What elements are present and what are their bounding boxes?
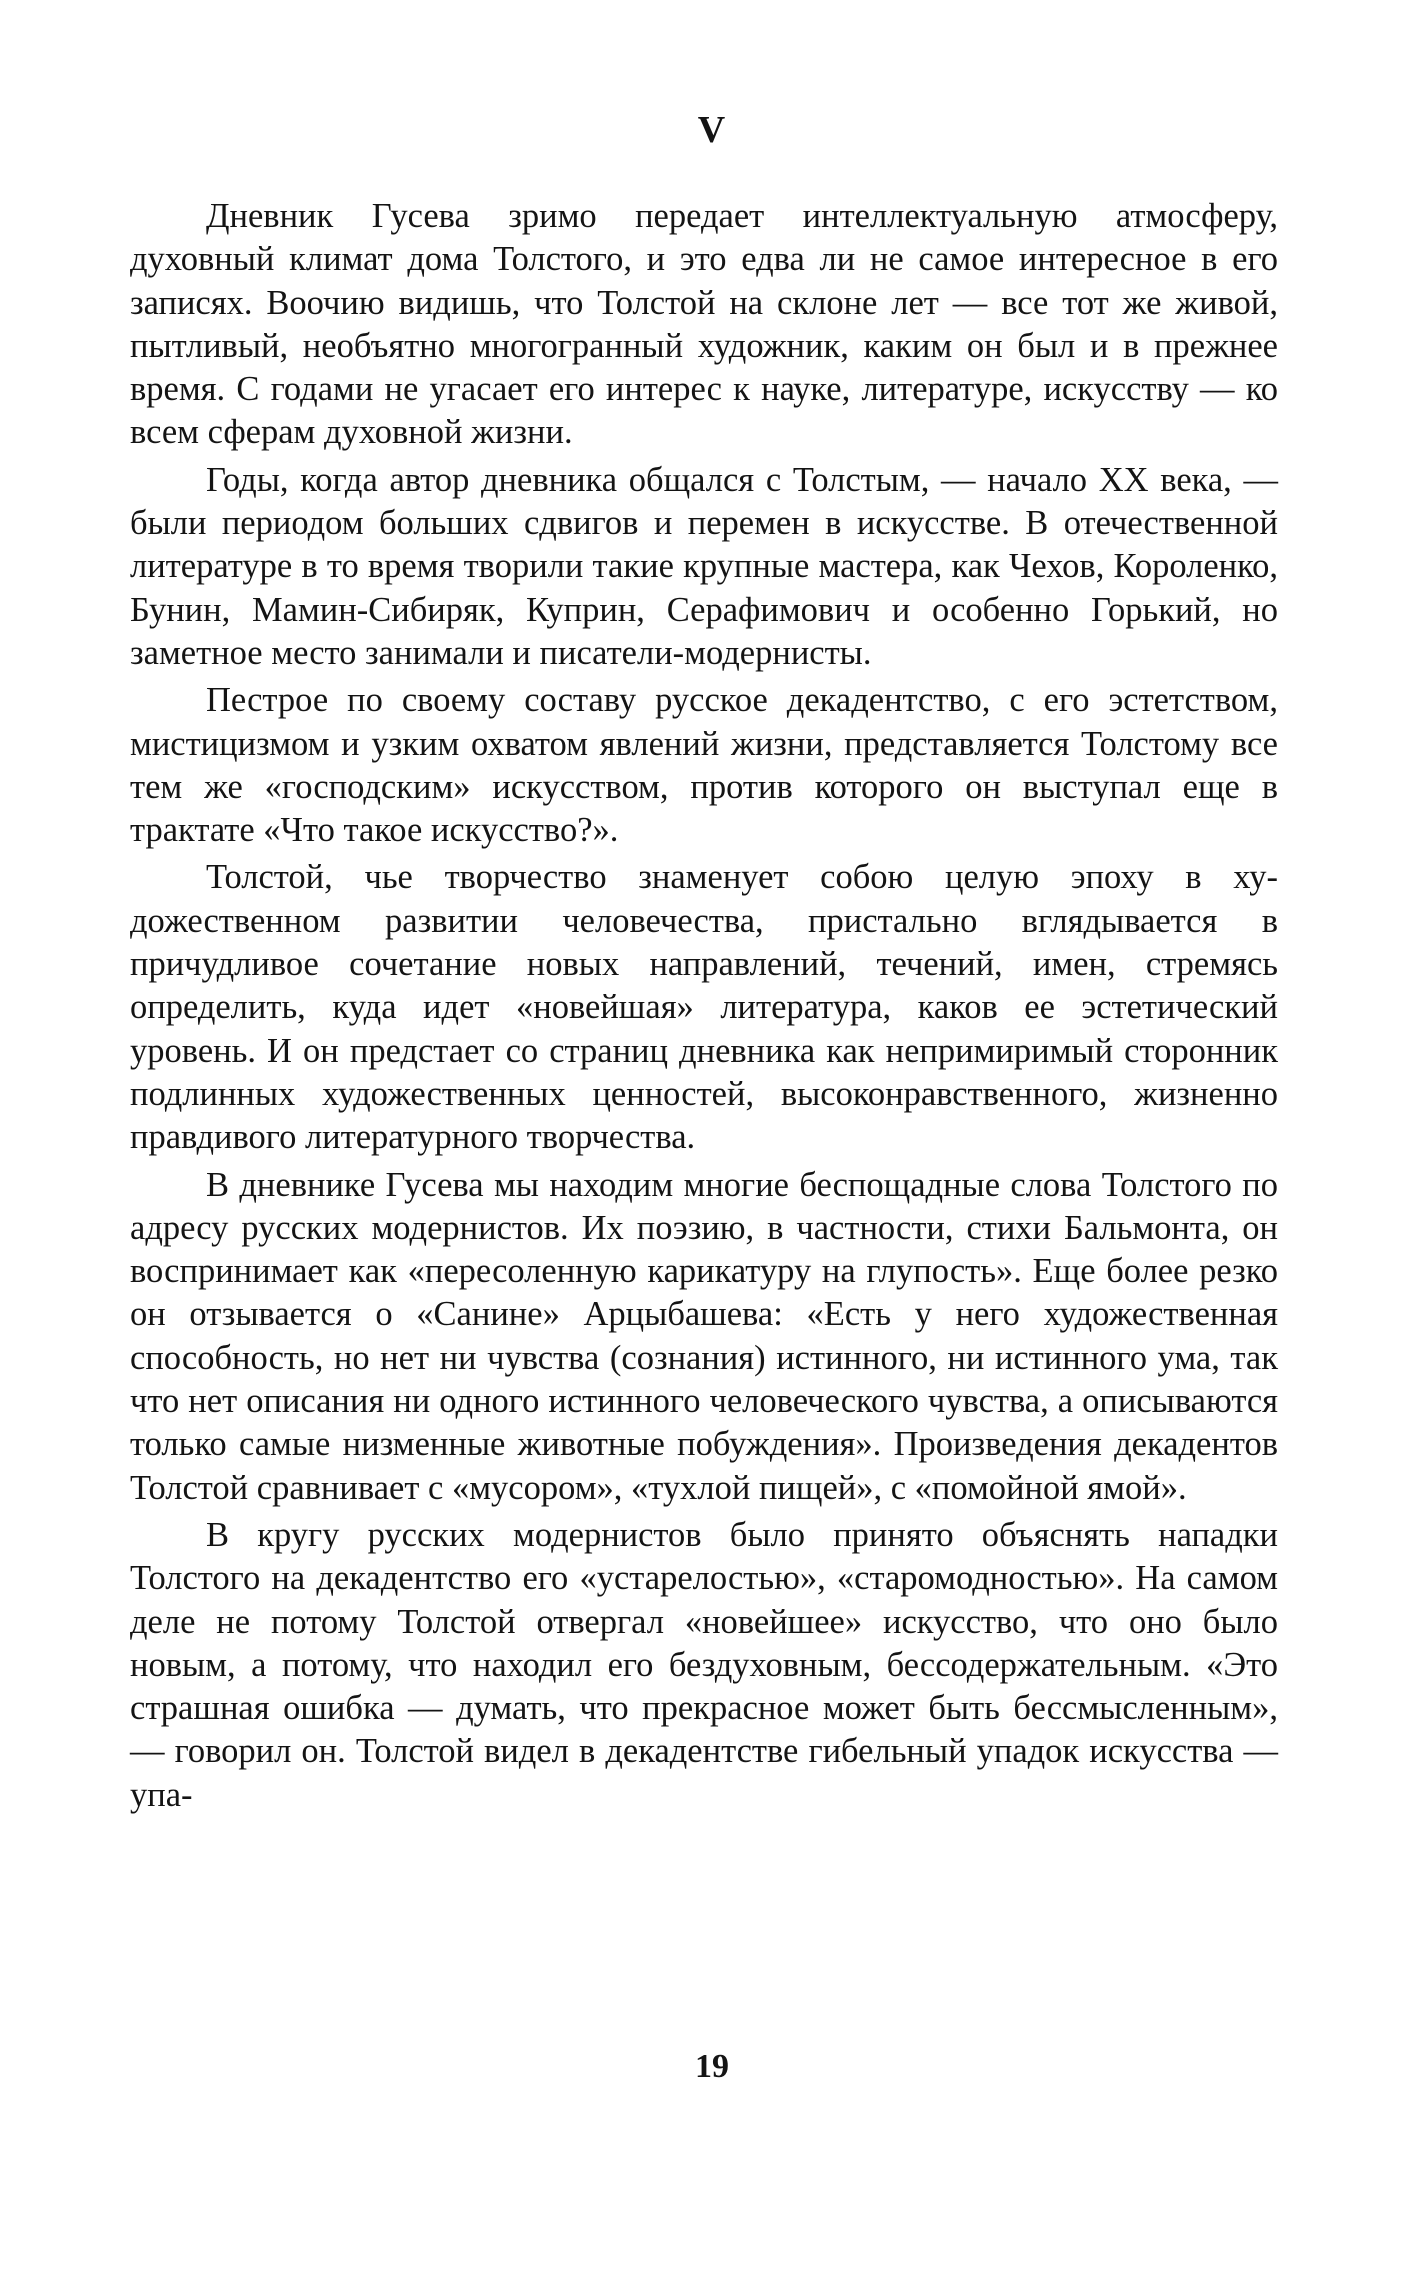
paragraph-3: Пестрое по своему составу русское декадентство, с его эстетством, мистицизмом и узким охватом явлений жизни, представляется Толстому все тем же «господским» искусством, против которого он выступал еще в трактате «Что такое искусство?».: [130, 681, 1278, 850]
paragraph-5: В дневнике Гусева мы находим многие беспощадные слова Толстого по адресу русских модернистов. Их поэзию, в частности, стихи Бальмонта, он воспринимает как «пересоленную карикатуру на глупость». Еще более резко он отзывается о «Санине» Арцыбашева: «Есть у него художественная способность, но нет ни чувства (сознания) истинного, ни истинного ума, так что нет описания ни одного истинного человеческого чувства, а описываются только самые низменные животные побуждения». Произведения декадентов Толстой сравнивает с «мусором», «тухлой пищей», с «помойной ямой».: [130, 1165, 1278, 1507]
chapter-heading: V: [697, 109, 727, 151]
paragraph-1: Дневник Гусева зримо передает интеллектуальную атмосферу, духовный климат дома Толстого, и это едва ли не самое интересное в его записях. Воочию видишь, что Толстой на склоне лет — все тот же живой, пытливый, необъятно многогранный художник, каким он был и в прежнее время. С годами не угасает его интерес к науке, литературе, искусству — ко всем сферам духовной жизни.: [130, 197, 1278, 452]
paragraph-4: Толстой, чье творчество знаменует собою целую эпоху в художественном развитии человечества, пристально вглядывается в причудливое сочетание новых направлений, течений, имен, стремясь определить, куда идет «новейшая» литература, каков ее эстетический уровень. И он предстает со страниц дневника как непримиримый сторонник подлинных художественных ценностей, высоконравственного, жизненно правдивого литературного творчества.: [130, 858, 1278, 1157]
page-number: 19: [695, 2048, 729, 2085]
paragraph-6: В кругу русских модернистов было принято объяснять нападки Толстого на декадентство его «устарелостью», «старомодностью». На самом деле не потому Толстой отвергал «новейшее» искусство, что оно было новым, а потому, что находил его бездуховным, бессодержательным. «Это страшная ошибка — думать, что прекрасное может быть бессмысленным», — говорил он. Толстой видел в декадентстве гибельный упадок искусства — упа-: [130, 1515, 1278, 1814]
paragraph-2: Годы, когда автор дневника общался с Толстым, — начало XX века, — были периодом больших сдвигов и перемен в искусстве. В отечественной литературе в то время творили такие крупные мастера, как Чехов, Короленко, Бунин, Мамин-Сибиряк, Куприн, Серафимович и особенно Горький, но заметное место занимали и писатели-модернисты.: [130, 460, 1278, 672]
body-text: [130, 195, 1278, 1821]
